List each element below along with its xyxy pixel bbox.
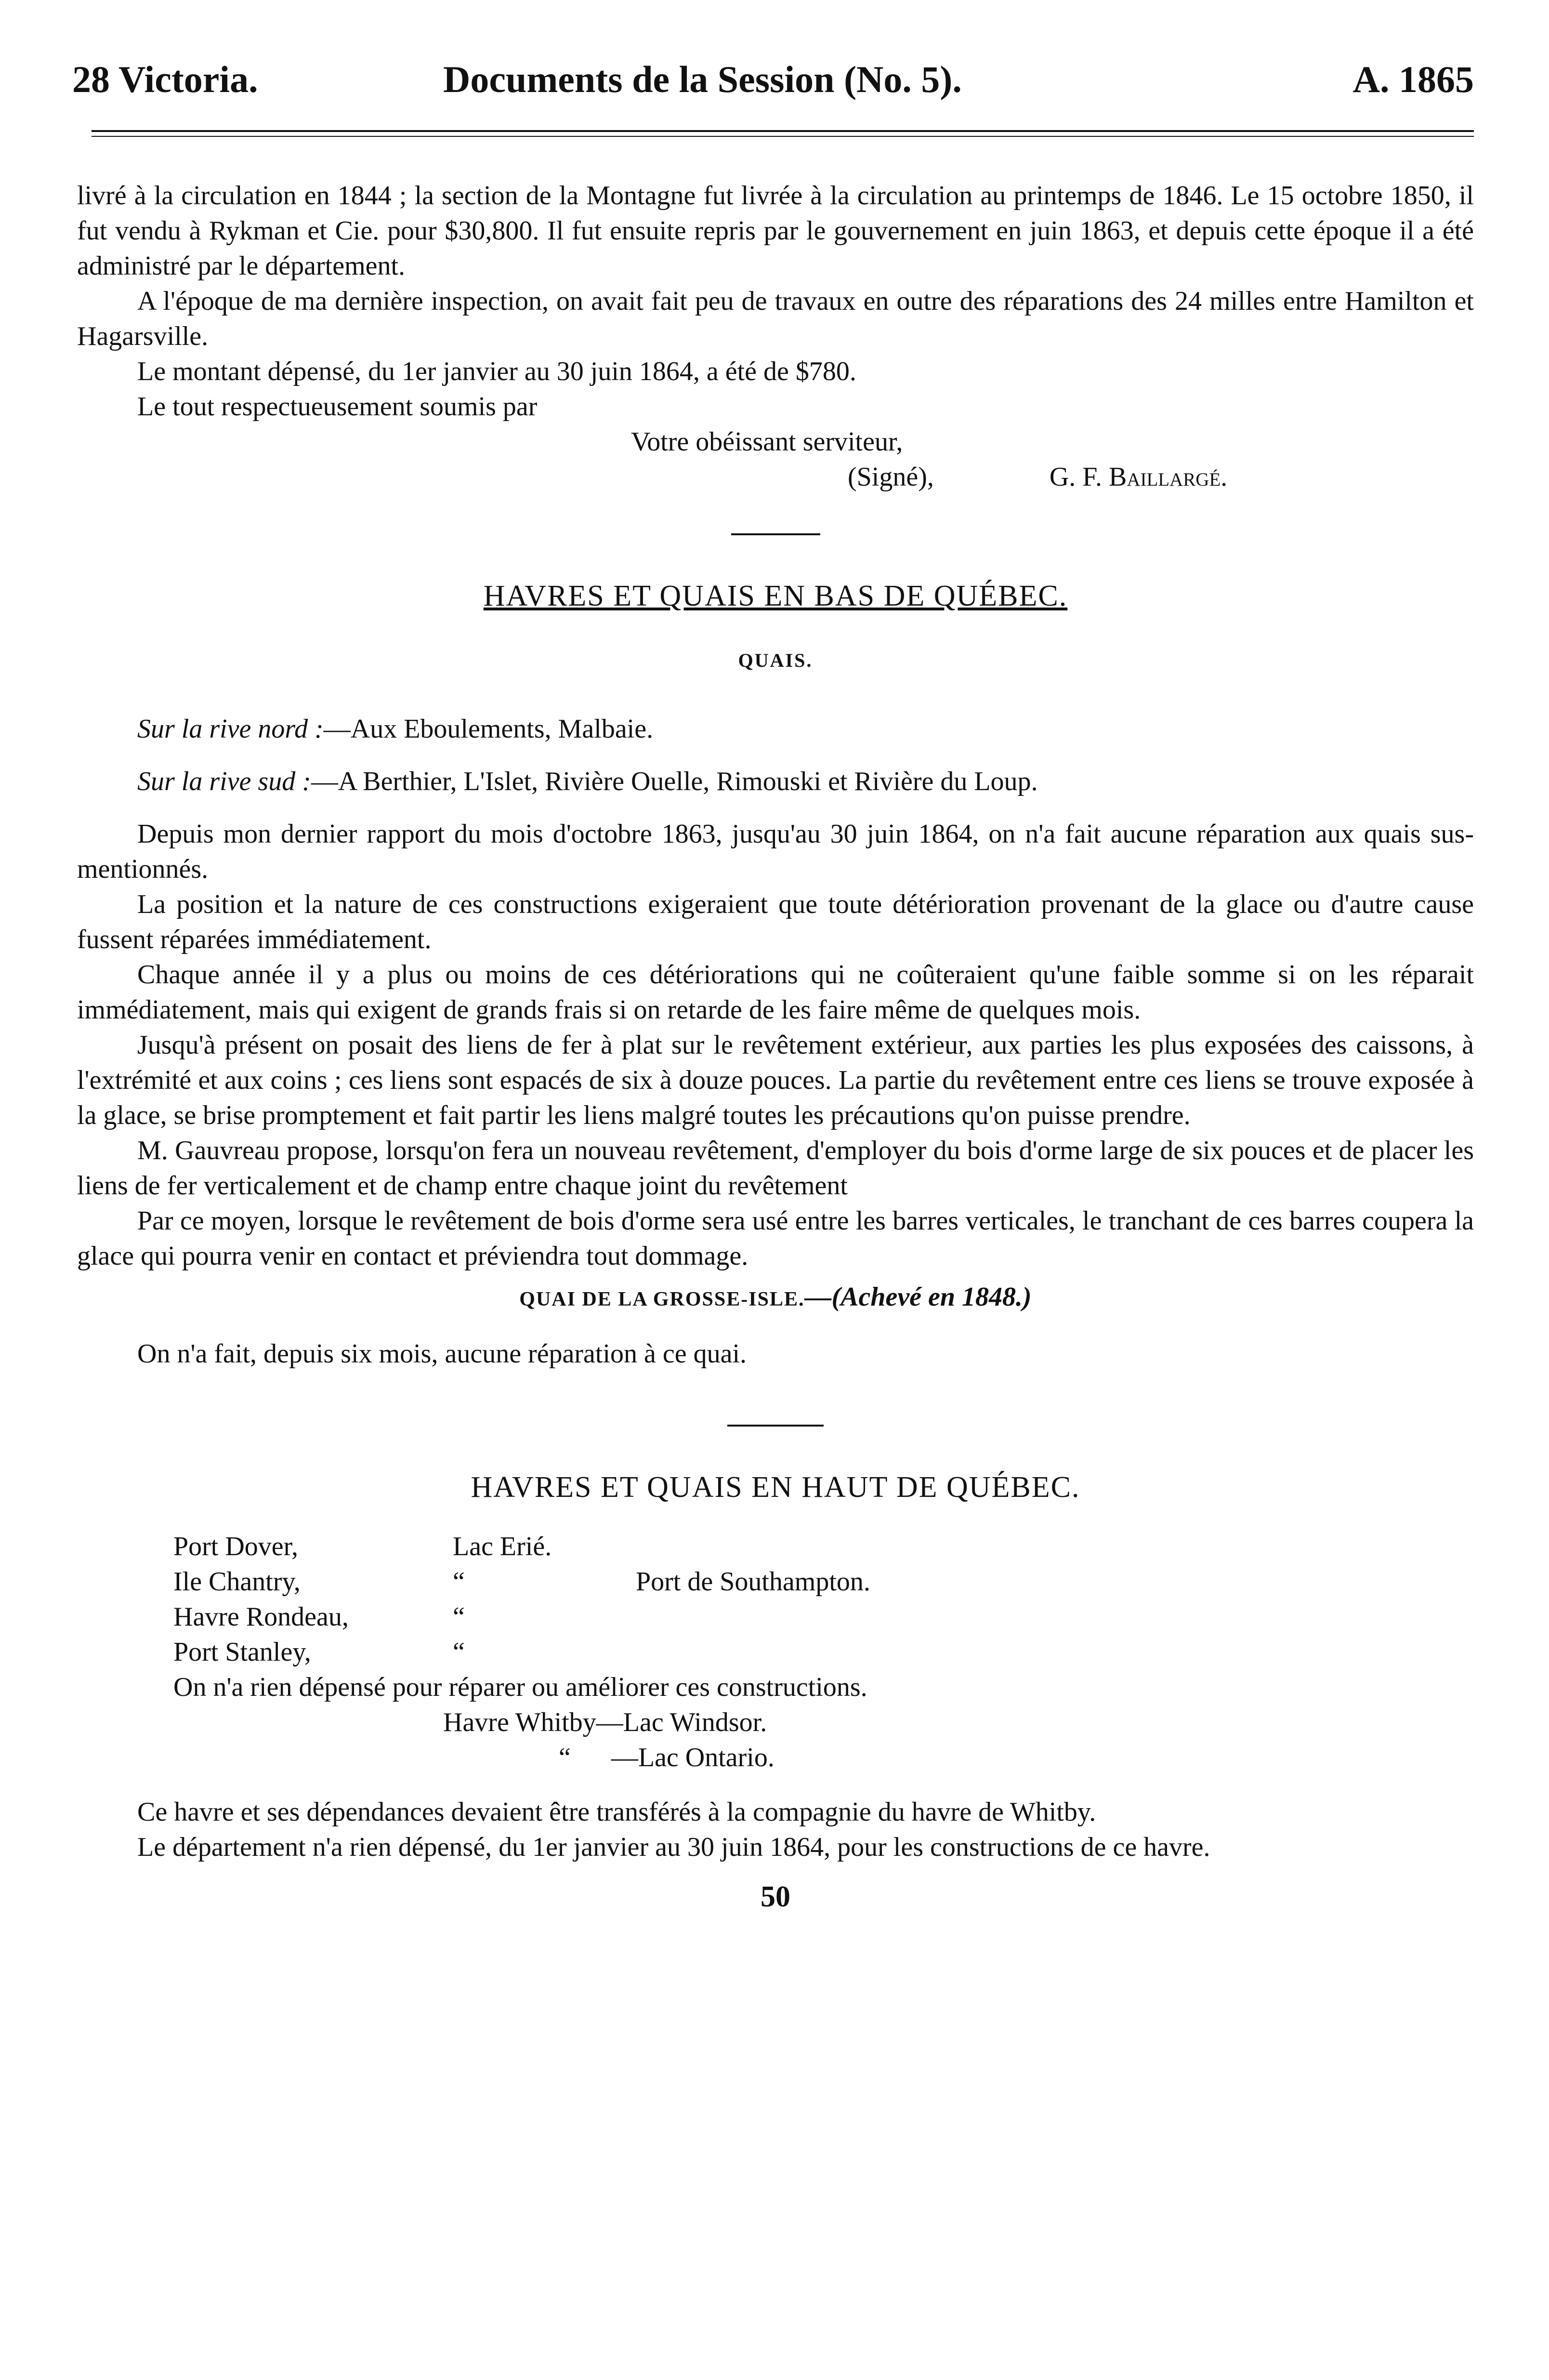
paragraph: Par ce moyen, lorsque le revêtement de bois d'orme sera usé entre les barres verticales, le tranchant de ces barres coupera la glace qui pourra venir en contact et préviendra tout dommage. (77, 1206, 1474, 1271)
ports-list (173, 1529, 1474, 1670)
port-lake: “ (453, 1567, 465, 1597)
grosse-isle-title: QUAI DE LA GROSSE-ISLE. (519, 1288, 805, 1310)
header-rule-thick (92, 130, 1474, 132)
whitby-line-1: Havre Whitby—Lac Windsor. (443, 1707, 767, 1737)
port-lake: “ (453, 1637, 465, 1667)
paragraph: Le montant dépensé, du 1er janvier au 30 juin 1864, a été de $780. (137, 357, 856, 386)
document-page (72, 48, 1474, 2351)
paragraph: Ce havre et ses dépendances devaient être transférés à la compagnie du havre de Whitby. (137, 1797, 1096, 1827)
port-name: Port Dover, (173, 1532, 299, 1561)
rive-nord-label: Sur la rive nord : (137, 714, 324, 744)
port-name: Ile Chantry, (173, 1567, 301, 1597)
port-lake: Lac Erié. (453, 1532, 552, 1561)
signature-line (848, 460, 1474, 495)
section-heading-haut: HAVRES ET QUAIS EN HAUT DE QUÉBEC. (471, 1471, 1080, 1504)
port-lake: “ (453, 1602, 465, 1632)
list-item (173, 1564, 1474, 1600)
paragraph: livré à la circulation en 1844 ; la section de la Montagne fut livrée à la circulation au printemps de 1846. Le 15 octobre 1850, il fut vendu à Rykman et Cie. pour $30,800. Il fut ensuite repris par le gouvernement en juin 1863, et depuis cette époque il a été administré par le département. (77, 181, 1474, 281)
paragraph: A l'époque de ma dernière inspection, on avait fait peu de travaux en outre des réparations des 24 milles entre Hamilton et Hagarsville. (77, 286, 1474, 351)
paragraph: Le tout respectueusement soumis par (137, 392, 538, 422)
paragraph: Le département n'a rien dépensé, du 1er janvier au 30 juin 1864, pour les constructions de ce havre. (137, 1832, 1210, 1862)
subheading-quais: QUAIS. (738, 649, 813, 671)
paragraph: Depuis mon dernier rapport du mois d'octobre 1863, jusqu'au 30 juin 1864, on n'a fait aucune réparation aux quais sus-mentionnés. (77, 819, 1474, 884)
port-name: Havre Rondeau, (173, 1602, 349, 1632)
paragraph: Jusqu'à présent on posait des liens de fer à plat sur le revêtement extérieur, aux parties les plus exposées des caissons, à l'extrémité et aux coins ; ces liens sont espacés de six à douze pouces. La partie du revêtement entre ces liens se trouve exposée à la glace, se brise promptement et fait partir les liens malgré toutes les précautions qu'on puisse prendre. (77, 1030, 1474, 1130)
header-rule-thin (92, 136, 1474, 137)
header-left: 28 Victoria. (72, 58, 258, 100)
document-body (77, 178, 1474, 1915)
closing-line: Votre obéissant serviteur, (631, 427, 903, 457)
section-separator (731, 533, 820, 535)
list-item (173, 1635, 1474, 1670)
section-heading-bas: HAVRES ET QUAIS EN BAS DE QUÉBEC. (483, 580, 1068, 612)
paragraph: La position et la nature de ces constructions exigeraient que toute détérioration provenant de la glace ou d'autre cause fussent réparées immédiatement. (77, 889, 1474, 954)
rive-sud-text: —A Berthier, L'Islet, Rivière Ouelle, Rimouski et Rivière du Loup. (311, 767, 1038, 796)
signatory-name: G. F. Baillargé. (1049, 462, 1228, 492)
rive-sud-label: Sur la rive sud : (137, 767, 311, 796)
signed-label: (Signé), (848, 462, 934, 492)
section-separator (727, 1425, 824, 1427)
port-name: Port Stanley, (173, 1637, 311, 1667)
list-item (173, 1600, 1474, 1635)
grosse-isle-completed: —(Achevé en 1848.) (804, 1282, 1032, 1312)
port-extra: Port de Southampton. (636, 1567, 870, 1597)
paragraph: Chaque année il y a plus ou moins de ces détériorations qui ne coûteraient qu'une faible somme si on les réparait immédiatement, mais qui exigent de grands frais si on retarde de les faire même de quelques mois. (77, 960, 1474, 1025)
paragraph: On n'a fait, depuis six mois, aucune réparation à ce quai. (137, 1339, 747, 1369)
grosse-isle-heading (77, 1280, 1474, 1317)
rive-nord-text: —Aux Eboulements, Malbaie. (323, 714, 654, 744)
list-item (173, 1529, 1474, 1564)
whitby-line-2: “ —Lac Ontario. (559, 1743, 774, 1772)
page-number: 50 (761, 1880, 790, 1913)
rive-sud-line (137, 764, 1474, 799)
header-center: Documents de la Session (No. 5). (443, 58, 962, 100)
rive-nord-line (137, 712, 1474, 747)
header-right: A. 1865 (1352, 58, 1474, 100)
running-header (72, 48, 1474, 111)
paragraph: On n'a rien dépensé pour réparer ou améliorer ces constructions. (173, 1672, 867, 1702)
paragraph: M. Gauvreau propose, lorsqu'on fera un nouveau revêtement, d'employer du bois d'orme large de six pouces et de placer les liens de fer verticalement et de champ entre chaque joint du revêtement (77, 1136, 1474, 1201)
